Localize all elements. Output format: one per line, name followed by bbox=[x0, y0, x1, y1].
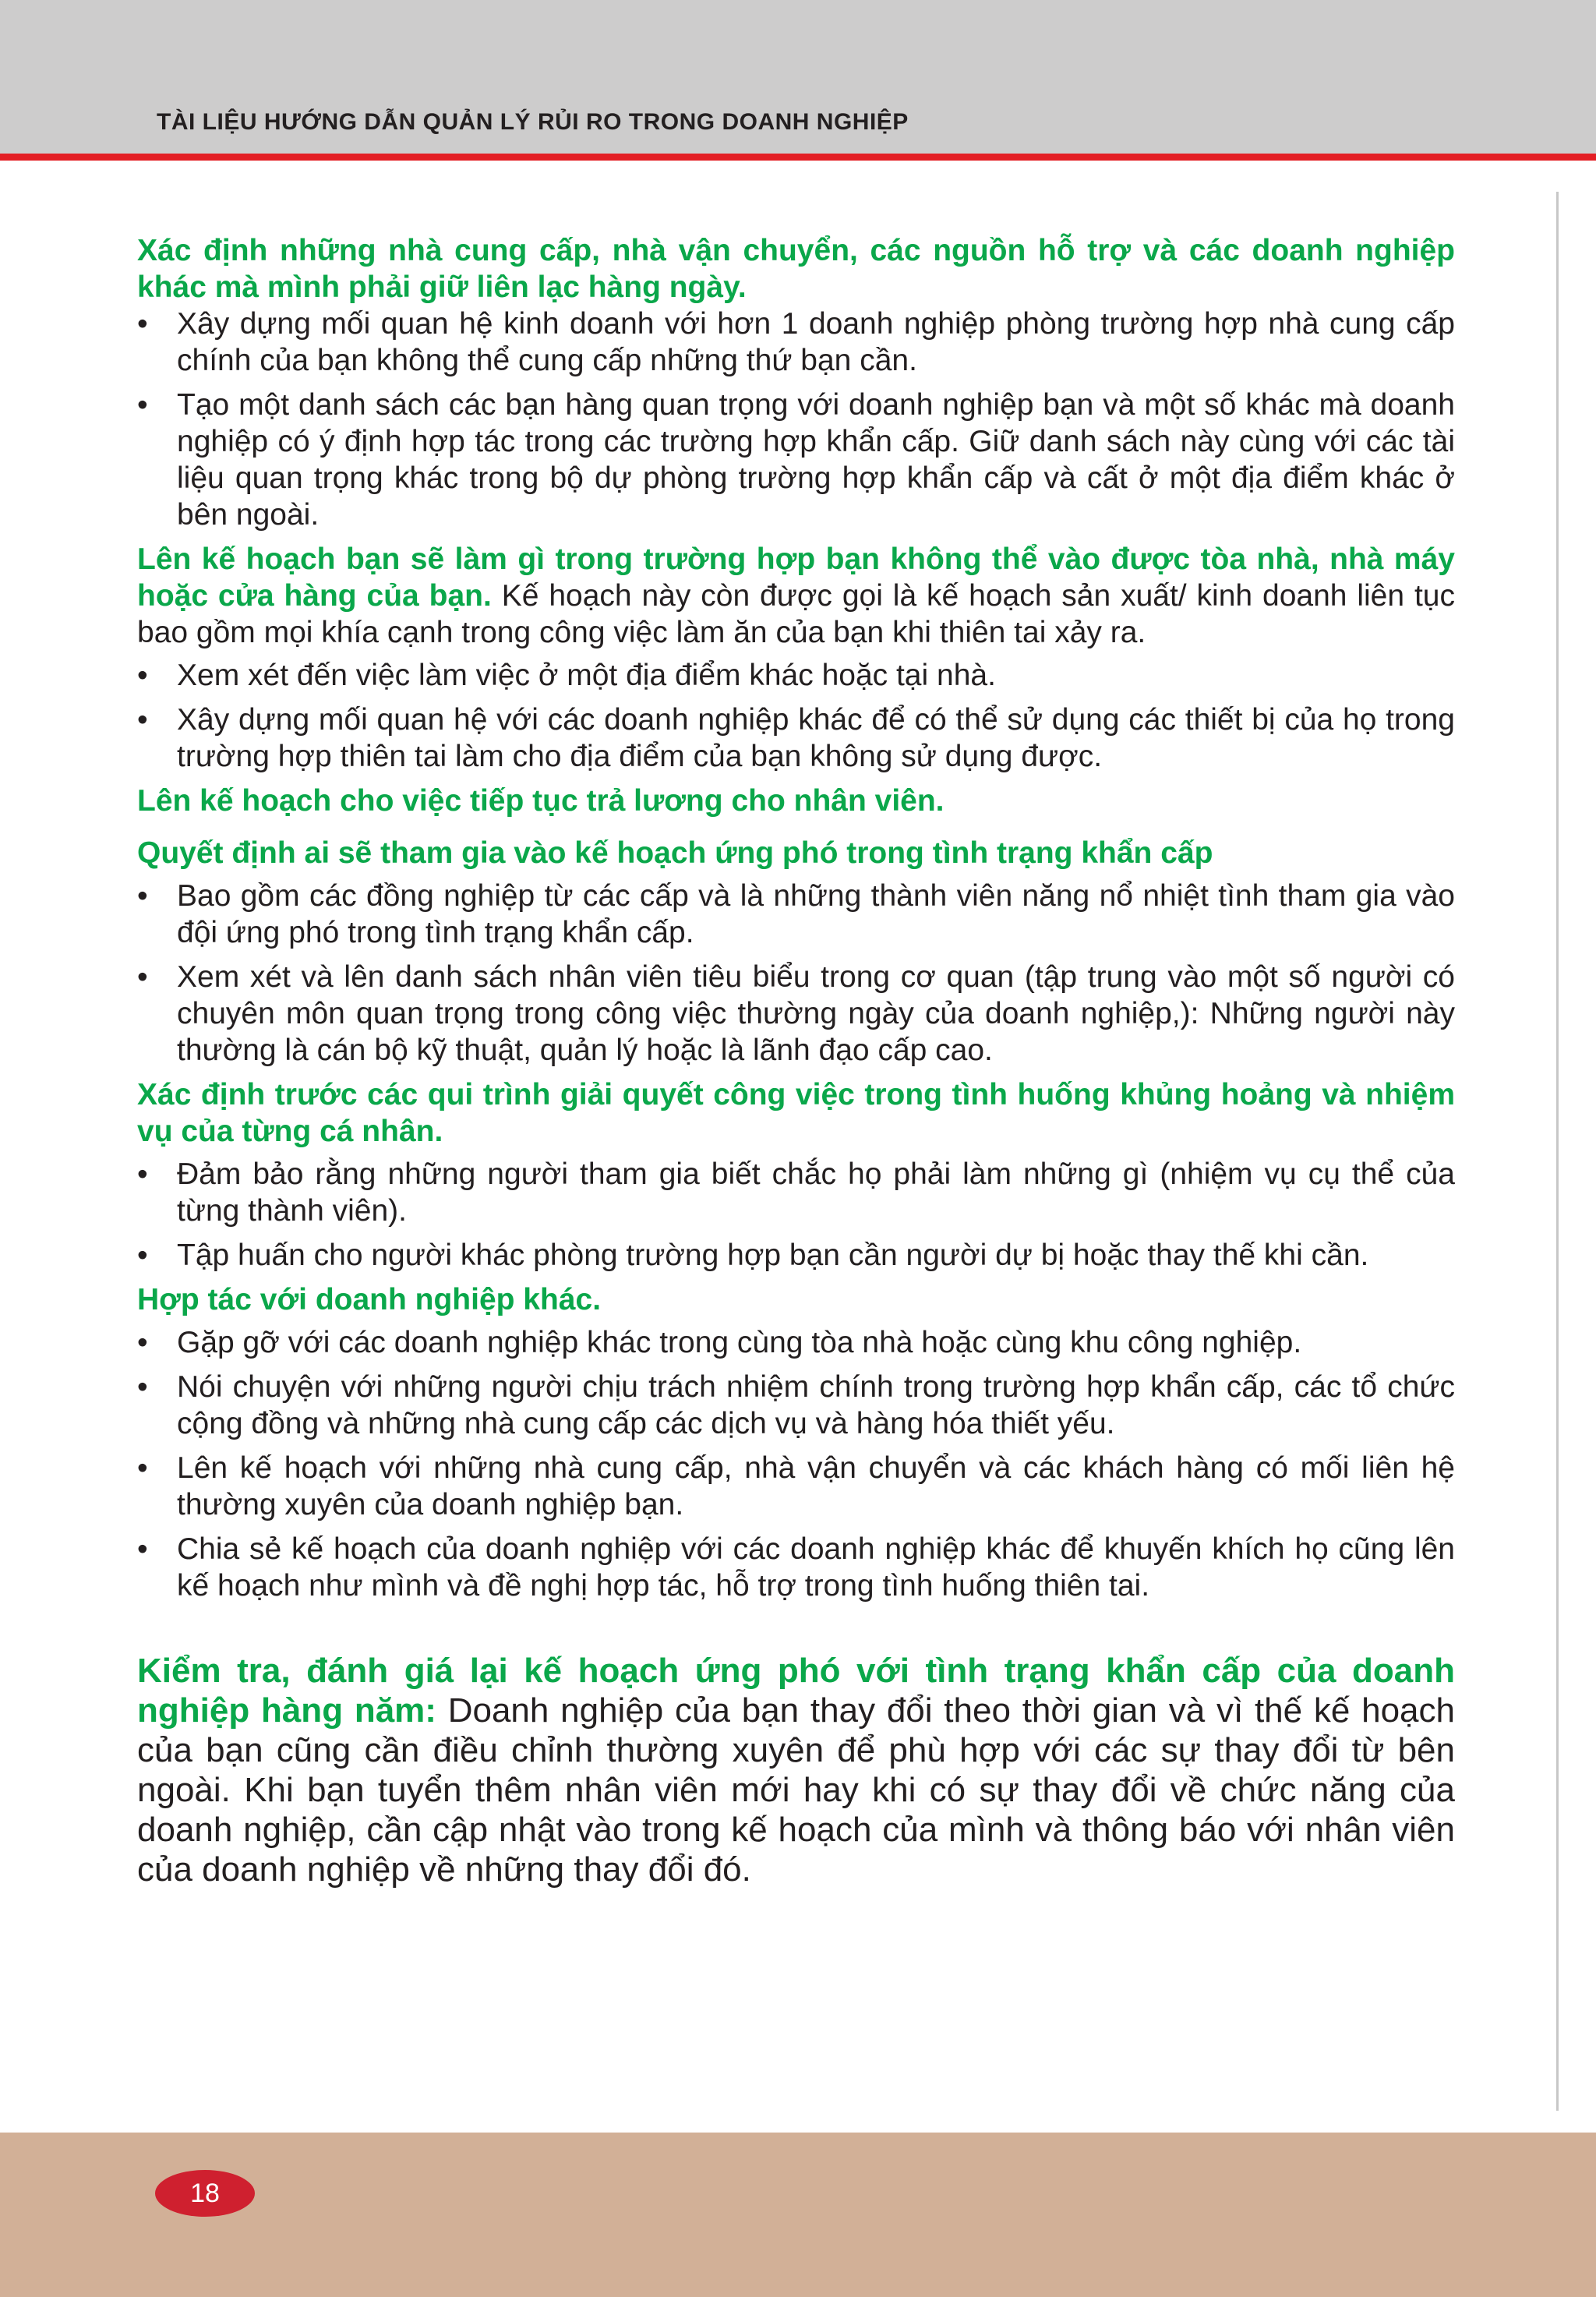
section-heading: Xác định trước các qui trình giải quyết công việc trong tình huống khủng hoảng và nhiệm vụ của từng cá nhân. bbox=[137, 1078, 1455, 1148]
list-item: • Bao gồm các đồng nghiệp từ các cấp và là những thành viên năng nổ nhiệt tình tham gia vào đội ứng phó trong tình trạng khẩn cấp. bbox=[137, 878, 1455, 951]
section-3 bbox=[137, 783, 1455, 819]
main-content bbox=[137, 232, 1455, 1889]
closing-paragraph: Kiểm tra, đánh giá lại kế hoạch ứng phó với tình trạng khẩn cấp của doanh nghiệp hàng năm: Doanh nghiệp của bạn thay đổi theo thời gian và vì thế kế hoạch của bạn cũng cần điều chỉnh thường xuyên để phù hợp với các sự thay đổi từ bên ngoài. Khi bạn tuyển thêm nhân viên mới hay khi có sự thay đổi về chức năng của doanh nghiệp, cần cập nhật vào trong kế hoạch của mình và thông báo với nhân viên của doanh nghiệp về những thay đổi đó. bbox=[137, 1652, 1455, 1889]
bullet-list bbox=[137, 657, 1455, 775]
page-header bbox=[0, 0, 1596, 154]
document-title: TÀI LIỆU HƯỚNG DẪN QUẢN LÝ RỦI RO TRONG DOANH NGHIỆP bbox=[157, 109, 909, 135]
page-number-badge: 18 bbox=[155, 2170, 255, 2217]
list-item: • Đảm bảo rằng những người tham gia biết chắc họ phải làm những gì (nhiệm vụ cụ thể của từng thành viên). bbox=[137, 1156, 1455, 1229]
header-divider bbox=[0, 154, 1596, 161]
list-item: • Xem xét đến việc làm việc ở một địa điểm khác hoặc tại nhà. bbox=[137, 657, 1455, 694]
section-heading: Hợp tác với doanh nghiệp khác. bbox=[137, 1283, 602, 1316]
section-6 bbox=[137, 1281, 1455, 1604]
side-divider bbox=[1556, 192, 1559, 2111]
section-1 bbox=[137, 232, 1455, 533]
page-footer bbox=[0, 2133, 1596, 2297]
list-item: • Tập huấn cho người khác phòng trường hợp bạn cần người dự bị hoặc thay thế khi cần. bbox=[137, 1237, 1455, 1274]
section-2 bbox=[137, 541, 1455, 775]
section-4 bbox=[137, 835, 1455, 1069]
list-item: • Nói chuyện với những người chịu trách nhiệm chính trong trường hợp khẩn cấp, các tổ chức cộng đồng và những nhà cung cấp các dịch vụ và hàng hóa thiết yếu. bbox=[137, 1369, 1455, 1442]
list-item: • Tạo một danh sách các bạn hàng quan trọng với doanh nghiệp bạn và một số khác mà doanh nghiệp có ý định hợp tác trong các trường hợp khẩn cấp. Giữ danh sách này cùng với các tài liệu quan trọng khác trong bộ dự phòng trường hợp khẩn cấp và cất ở một địa điểm khác ở bên ngoài. bbox=[137, 387, 1455, 533]
list-item: • Gặp gỡ với các doanh nghiệp khác trong cùng tòa nhà hoặc cùng khu công nghiệp. bbox=[137, 1324, 1455, 1361]
section-heading: Xác định những nhà cung cấp, nhà vận chuyển, các nguồn hỗ trợ và các doanh nghiệp khác mà mình phải giữ liên lạc hàng ngày. bbox=[137, 234, 1455, 304]
section-heading: Quyết định ai sẽ tham gia vào kế hoạch ứng phó trong tình trạng khẩn cấp bbox=[137, 836, 1213, 870]
section-heading: Lên kế hoạch cho việc tiếp tục trả lương cho nhân viên. bbox=[137, 784, 945, 818]
list-item: • Lên kế hoạch với những nhà cung cấp, nhà vận chuyển và các khách hàng có mối liên hệ thường xuyên của doanh nghiệp bạn. bbox=[137, 1450, 1455, 1523]
section-paragraph: Lên kế hoạch bạn sẽ làm gì trong trường hợp bạn không thể vào được tòa nhà, nhà máy hoặc cửa hàng của bạn. Kế hoạch này còn được gọi là kế hoạch sản xuất/ kinh doanh liên tục bao gồm mọi khía cạnh trong công việc làm ăn của bạn khi thiên tai xảy ra. bbox=[137, 542, 1455, 649]
section-5 bbox=[137, 1076, 1455, 1274]
list-item: • Xem xét và lên danh sách nhân viên tiêu biểu trong cơ quan (tập trung vào một số người có chuyên môn quan trọng trong công việc thường ngày của doanh nghiệp,): Những người này thường là cán bộ kỹ thuật, quản lý hoặc là lãnh đạo cấp cao. bbox=[137, 959, 1455, 1069]
bullet-list bbox=[137, 1156, 1455, 1274]
list-item: • Xây dựng mối quan hệ với các doanh nghiệp khác để có thể sử dụng các thiết bị của họ trong trường hợp thiên tai làm cho địa điểm của bạn không sử dụng được. bbox=[137, 701, 1455, 775]
bullet-list bbox=[137, 306, 1455, 533]
list-item: • Xây dựng mối quan hệ kinh doanh với hơn 1 doanh nghiệp phòng trường hợp nhà cung cấp chính của bạn không thể cung cấp những thứ bạn cần. bbox=[137, 306, 1455, 379]
list-item: • Chia sẻ kế hoạch của doanh nghiệp với các doanh nghiệp khác để khuyến khích họ cũng lên kế hoạch như mình và đề nghị hợp tác, hỗ trợ trong tình huống thiên tai. bbox=[137, 1531, 1455, 1604]
bullet-list bbox=[137, 1324, 1455, 1604]
bullet-list bbox=[137, 878, 1455, 1069]
